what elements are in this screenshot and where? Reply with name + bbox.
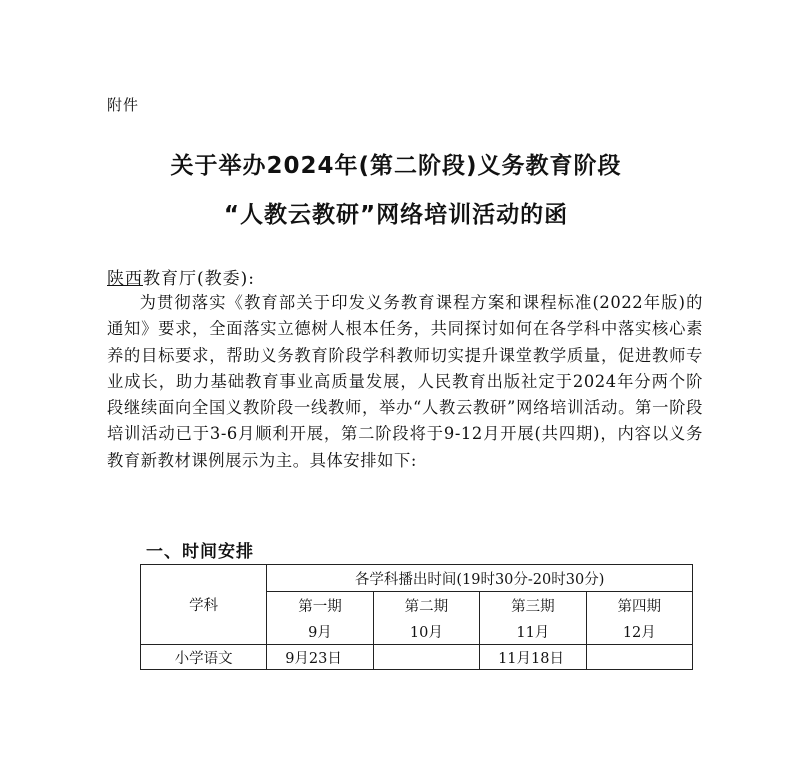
subject-cell: 小学语文 [141,645,267,670]
addressee [107,264,255,289]
period-name-4: 第四期 [586,592,692,619]
date-cell-4 [586,645,692,670]
document-title-line-2: “人教云教研”网络培训活动的函 [223,202,569,228]
period-month-3: 11月 [480,618,587,645]
addressee-rest: 教育厅(教委): [143,269,255,289]
table-header-row [141,565,693,592]
table-row [141,645,693,670]
section-heading-schedule: 一、时间安排 [146,542,254,562]
date-cell-1: 9月23日 [267,645,374,670]
date-cell-2 [373,645,479,670]
period-month-4: 12月 [586,618,692,645]
period-name-1: 第一期 [267,592,374,619]
date-cell-3: 11月18日 [480,645,587,670]
document-title-line-1: 关于举办2024年(第二阶段)义务教育阶段 [170,153,622,179]
period-month-2: 10月 [373,618,479,645]
period-name-2: 第二期 [373,592,479,619]
subject-header-cell: 学科 [141,565,267,645]
addressee-province: 陕西 [107,269,143,289]
schedule-table [140,564,693,670]
broadcast-time-header: 各学科播出时间(19时30分-20时30分) [267,565,693,592]
attachment-label: 附件 [107,96,140,114]
body-paragraph: 为贯彻落实《教育部关于印发义务教育课程方案和课程标准(2022年版)的通知》要求，全面落实立德树人根本任务，共同探讨如何在各学科中落实核心素养的目标要求，帮助义务教育阶段学科教师切实提升课堂教学质量，促进教师专业成长，助力基础教育事业高质量发展，人民教育出版社定于2024年分两个阶段继续面向全国义教阶段一线教师，举办“人教云教研”网络培训活动。第一阶段培训活动已于3-6月顺利开展，第二阶段将于9-12月开展(共四期)，内容以义务教育新教材课例展示为主。具体安排如下: [107,293,703,470]
period-name-3: 第三期 [480,592,587,619]
period-month-1: 9月 [267,618,374,645]
